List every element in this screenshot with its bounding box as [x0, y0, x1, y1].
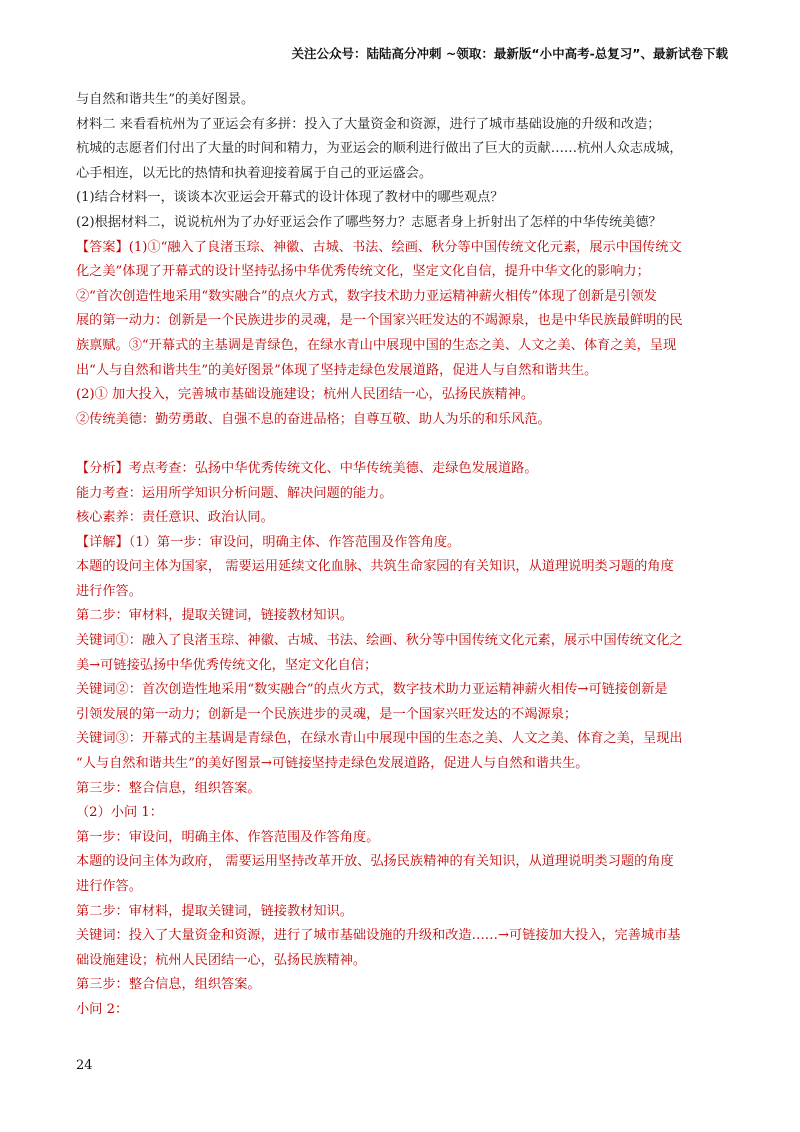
text-line: 本题的设问主体为政府， 需要运用坚持改革开放、弘扬民族精神的有关知识，从道理说明类习题的角度	[76, 854, 674, 870]
text-line: 进行作答。	[76, 583, 142, 599]
text-line: 础设施建设；杭州人民团结一心，弘扬民族精神。	[76, 952, 367, 968]
text-line: 关键词③：开幕式的主基调是青绿色，在绿水青山中展现中国的生态之美、人文之美、体育之美，呈现出	[76, 731, 683, 747]
text-line: 第二步：审材料，提取关键词，链接教材知识。	[76, 903, 353, 919]
text-line: “人与自然和谐共生”的美好图景→可链接坚持走绿色发展道路，促进人与自然和谐共生。	[76, 756, 589, 772]
text-line: （2）小问 1：	[76, 805, 163, 821]
text-line: 与自然和谐共生”的美好图景。	[76, 92, 255, 107]
text-line: 第三步：整合信息，组织答案。	[76, 977, 261, 993]
blank-line	[76, 432, 732, 457]
text-line: ②“首次创造性地采用“数实融合”的点火方式，数字技术助力亚运精神薪火相传”体现了创新是引领发	[76, 288, 657, 304]
text-line: 小问 2：	[76, 1001, 129, 1017]
text-line: 能力考查：运用所学知识分析问题、解决问题的能力。	[76, 485, 393, 501]
text-line: 进行作答。	[76, 879, 142, 894]
text-line: 第三步：整合信息，组织答案。	[76, 780, 261, 796]
text-line: 出“人与自然和谐共生”的美好图景”体现了坚持走绿色发展道路，促进人与自然和谐共生。	[76, 362, 598, 378]
text-line: 引领发展的第一动力；创新是一个民族进步的灵魂，是一个国家兴旺发达的不竭源泉；	[76, 706, 578, 722]
text-line: 族禀赋。③“开幕式的主基调是青绿色，在绿水青山中展现中国的生态之美、人文之美、体育之美，呈现	[76, 337, 677, 353]
text-line: 【分析】考点考查：弘扬中华优秀传统文化、中华传统美德、走绿色发展道路。	[76, 460, 538, 476]
text-line: 【详解】（1）第一步：审设问，明确主体、作答范围及作答角度。	[76, 534, 461, 550]
text-line: 心手相连，以无比的热情和执着迎接着属于自己的亚运盛会。	[76, 165, 433, 181]
text-line: 材料二 来看看杭州为了亚运会有多拼：投入了大量资金和资源，进行了城市基础设施的升级和改造；	[76, 116, 661, 132]
page-header: 关注公众号：陆陆高分冲刺 ~领取：最新版“小中高考-总复习”、最新试卷下载	[291, 46, 728, 61]
text-line: 化之美”体现了开幕式的设计坚持弘扬中华优秀传统文化，坚定文化自信，提升中华文化的影响力；	[76, 264, 650, 280]
page-number: 24	[76, 1058, 93, 1073]
text-line: 美→可链接弘扬中华优秀传统文化，坚定文化自信；	[76, 657, 378, 673]
document-body	[76, 88, 732, 1023]
text-line: 杭城的志愿者们付出了大量的时间和精力，为亚运会的顺利进行做出了巨大的贡献……杭州人众志成城，	[76, 141, 683, 157]
text-line: 【答案】(1)①“融入了良渚玉琮、神徽、古城、书法、绘画、秋分等中国传统文化元素，展示中国传统文	[76, 239, 682, 255]
text-line: 关键词②：首次创造性地采用“数实融合”的点火方式，数字技术助力亚运精神薪火相传→可链接创新是	[76, 682, 668, 698]
text-line: 第一步：审设问，明确主体、作答范围及作答角度。	[76, 829, 380, 845]
text-line: (2)① 加大投入，完善城市基础设施建设；杭州人民团结一心，弘扬民族精神。	[76, 387, 535, 403]
text-line: ②传统美德：勤劳勇敢、自强不息的奋进品格；自尊互敬、助人为乐的和乐风范。	[76, 411, 551, 427]
text-line: 核心素养：责任意识、政治认同。	[76, 510, 274, 526]
text-line: 展的第一动力：创新是一个民族进步的灵魂，是一个国家兴旺发达的不竭源泉，也是中华民族最鲜明的民	[76, 313, 683, 329]
text-line: (1)结合材料一，谈谈本次亚运会开幕式的设计体现了教材中的哪些观点？	[76, 190, 504, 206]
text-line: 关键词：投入了大量资金和资源，进行了城市基础设施的升级和改造……→可链接加大投入，完善城市基	[76, 928, 681, 944]
text-line: 关键词①：融入了良渚玉琮、神徽、古城、书法、绘画、秋分等中国传统文化元素，展示中国传统文化之	[76, 633, 683, 649]
text-line: 第二步：审材料，提取关键词，链接教材知识。	[76, 608, 353, 624]
text-line: 本题的设问主体为国家， 需要运用延续文化血脉、共筑生命家园的有关知识，从道理说明类习题的角度	[76, 559, 674, 575]
text-line: (2)根据材料二，说说杭州为了办好亚运会作了哪些努力？志愿者身上折射出了怎样的中华传统美德？	[76, 214, 662, 230]
